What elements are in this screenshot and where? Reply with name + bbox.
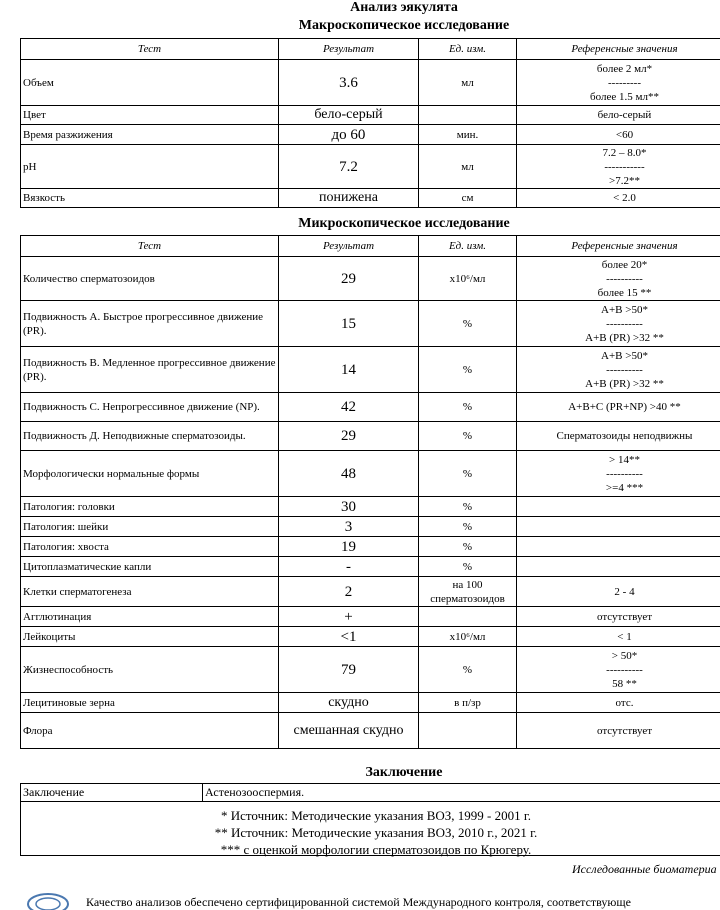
document-title: Анализ эякулята	[0, 0, 720, 16]
test-name: Жизнеспособность	[21, 647, 279, 693]
table-row	[21, 497, 720, 517]
reference-line: <60	[519, 128, 720, 142]
table-row	[21, 557, 720, 577]
test-name: Морфологически нормальные формы	[21, 451, 279, 497]
reference-line: Сперматозоиды неподвижны	[519, 429, 720, 443]
test-name: Подвижность Д. Неподвижные сперматозоиды.	[21, 422, 279, 451]
reference-line: A+B (PR) >32 **	[519, 377, 720, 391]
reference-line: отсутствует	[519, 724, 720, 738]
result-value: 30	[279, 497, 419, 517]
test-name: Объем	[21, 60, 279, 106]
reference-value	[517, 189, 720, 208]
reference-value	[517, 393, 720, 422]
reference-line: более 20*	[519, 258, 720, 272]
table-row	[21, 537, 720, 557]
conclusion-label: Заключение	[21, 784, 203, 802]
note-line: * Источник: Методические указания ВОЗ, 1999 - 2001 г.	[21, 807, 720, 824]
result-value: 2	[279, 577, 419, 607]
unit	[419, 106, 517, 125]
unit	[419, 713, 517, 749]
table-row	[21, 647, 720, 693]
table-header-row	[21, 236, 720, 257]
reference-value	[517, 713, 720, 749]
reference-value	[517, 301, 720, 347]
result-value: 14	[279, 347, 419, 393]
result-value: <1	[279, 627, 419, 647]
reference-value	[517, 497, 720, 517]
test-name: Агглютинация	[21, 607, 279, 627]
unit: %	[419, 422, 517, 451]
reference-line: более 2 мл*	[519, 62, 720, 76]
reference-line: ---------	[519, 76, 720, 90]
unit: %	[419, 647, 517, 693]
note-line: *** с оценкой морфологии сперматозоидов по Крюгеру.	[21, 841, 720, 858]
macro-heading: Макроскопическое исследование	[0, 18, 720, 34]
table-row	[21, 517, 720, 537]
reference-line: < 2.0	[519, 191, 720, 205]
reference-value	[517, 557, 720, 577]
reference-value	[517, 451, 720, 497]
table-row	[21, 393, 720, 422]
reference-value	[517, 627, 720, 647]
column-header: Референсные значения	[517, 236, 720, 257]
reference-line: > 50*	[519, 649, 720, 663]
result-value: 29	[279, 422, 419, 451]
reference-value	[517, 257, 720, 301]
table-header-row	[21, 39, 720, 60]
test-name: Лейкоциты	[21, 627, 279, 647]
table-row	[21, 451, 720, 497]
reference-line: -----------	[519, 160, 720, 174]
reference-line: 7.2 – 8.0*	[519, 146, 720, 160]
test-name: Патология: головки	[21, 497, 279, 517]
conclusion-table	[20, 783, 720, 802]
unit: x10⁶/мл	[419, 257, 517, 301]
result-value: 48	[279, 451, 419, 497]
reference-line: ----------	[519, 663, 720, 677]
table-row	[21, 422, 720, 451]
macro-table	[20, 38, 720, 208]
test-name: Вязкость	[21, 189, 279, 208]
result-value: +	[279, 607, 419, 627]
table-row	[21, 60, 720, 106]
reference-notes	[20, 801, 720, 856]
quality-statement: Качество анализов обеспечено сертифицированной системой Международного контроля, соответствующе	[86, 895, 631, 910]
reference-value	[517, 577, 720, 607]
table-row	[21, 301, 720, 347]
table-row	[21, 145, 720, 189]
reference-line: ----------	[519, 363, 720, 377]
column-header: Ед. изм.	[419, 236, 517, 257]
result-value: бело-серый	[279, 106, 419, 125]
unit: %	[419, 557, 517, 577]
unit: %	[419, 517, 517, 537]
reference-line: более 15 **	[519, 286, 720, 300]
test-name: Флора	[21, 713, 279, 749]
unit: %	[419, 537, 517, 557]
reference-value	[517, 693, 720, 713]
reference-value	[517, 347, 720, 393]
result-value: понижена	[279, 189, 419, 208]
result-value: смешанная скудно	[279, 713, 419, 749]
reference-value	[517, 106, 720, 125]
unit: мл	[419, 145, 517, 189]
test-name: Цитоплазматические капли	[21, 557, 279, 577]
table-row	[21, 189, 720, 208]
reference-value	[517, 60, 720, 106]
unit: см	[419, 189, 517, 208]
reference-line: более 1.5 мл**	[519, 90, 720, 104]
test-name: Патология: шейки	[21, 517, 279, 537]
test-name: Время разжижения	[21, 125, 279, 145]
reference-line: отс.	[519, 696, 720, 710]
unit: на 100 сперматозоидов	[419, 577, 517, 607]
quality-logo-icon	[24, 890, 72, 910]
reference-value	[517, 125, 720, 145]
reference-value	[517, 647, 720, 693]
test-name: Подвижность В. Медленное прогрессивное движение (PR).	[21, 347, 279, 393]
reference-line: > 14**	[519, 453, 720, 467]
test-name: Лецитиновые зерна	[21, 693, 279, 713]
table-row	[21, 106, 720, 125]
micro-table	[20, 235, 720, 749]
result-value: 79	[279, 647, 419, 693]
reference-line: A+B+C (PR+NP) >40 **	[519, 400, 720, 414]
reference-line: A+B (PR) >32 **	[519, 331, 720, 345]
reference-line: < 1	[519, 630, 720, 644]
reference-line: >7.2**	[519, 174, 720, 188]
test-name: Патология: хвоста	[21, 537, 279, 557]
result-value: 15	[279, 301, 419, 347]
conclusion-heading: Заключение	[0, 765, 720, 781]
reference-line: ----------	[519, 317, 720, 331]
reference-line: ----------	[519, 272, 720, 286]
table-row	[21, 577, 720, 607]
test-name: Цвет	[21, 106, 279, 125]
table-row	[21, 713, 720, 749]
result-value: 29	[279, 257, 419, 301]
test-name: pH	[21, 145, 279, 189]
note-line: ** Источник: Методические указания ВОЗ, 2010 г., 2021 г.	[21, 824, 720, 841]
reference-line: A+B >50*	[519, 349, 720, 363]
unit: %	[419, 451, 517, 497]
result-value: до 60	[279, 125, 419, 145]
result-value: 3.6	[279, 60, 419, 106]
table-row	[21, 627, 720, 647]
result-value: 7.2	[279, 145, 419, 189]
unit: %	[419, 497, 517, 517]
reference-value	[517, 537, 720, 557]
reference-line: 2 - 4	[519, 585, 720, 599]
reference-value	[517, 145, 720, 189]
reference-line: ----------	[519, 467, 720, 481]
column-header: Тест	[21, 236, 279, 257]
reference-line: бело-серый	[519, 108, 720, 122]
unit: %	[419, 347, 517, 393]
table-row	[21, 257, 720, 301]
unit: мин.	[419, 125, 517, 145]
unit: в п/зр	[419, 693, 517, 713]
unit: x10⁶/мл	[419, 627, 517, 647]
reference-line: >=4 ***	[519, 481, 720, 495]
unit: мл	[419, 60, 517, 106]
test-name: Клетки сперматогенеза	[21, 577, 279, 607]
result-value: -	[279, 557, 419, 577]
table-row	[21, 347, 720, 393]
table-row	[21, 125, 720, 145]
reference-line: отсутствует	[519, 610, 720, 624]
unit	[419, 607, 517, 627]
reference-value	[517, 422, 720, 451]
micro-heading: Микроскопическое исследование	[0, 216, 720, 232]
table-row	[21, 607, 720, 627]
column-header: Ед. изм.	[419, 39, 517, 60]
biomaterial-note: Исследованные биоматериа	[572, 862, 717, 877]
column-header: Тест	[21, 39, 279, 60]
test-name: Подвижность С. Непрогрессивное движение (NP).	[21, 393, 279, 422]
column-header: Результат	[279, 236, 419, 257]
unit: %	[419, 393, 517, 422]
result-value: 19	[279, 537, 419, 557]
unit: %	[419, 301, 517, 347]
column-header: Результат	[279, 39, 419, 60]
reference-line: 58 **	[519, 677, 720, 691]
reference-value	[517, 517, 720, 537]
test-name: Подвижность А. Быстрое прогрессивное движение (PR).	[21, 301, 279, 347]
column-header: Референсные значения	[517, 39, 720, 60]
reference-line: A+B >50*	[519, 303, 720, 317]
result-value: 42	[279, 393, 419, 422]
reference-value	[517, 607, 720, 627]
result-value: скудно	[279, 693, 419, 713]
table-row	[21, 693, 720, 713]
result-value: 3	[279, 517, 419, 537]
conclusion-value: Астенозооспермия.	[203, 784, 720, 802]
test-name: Количество сперматозоидов	[21, 257, 279, 301]
